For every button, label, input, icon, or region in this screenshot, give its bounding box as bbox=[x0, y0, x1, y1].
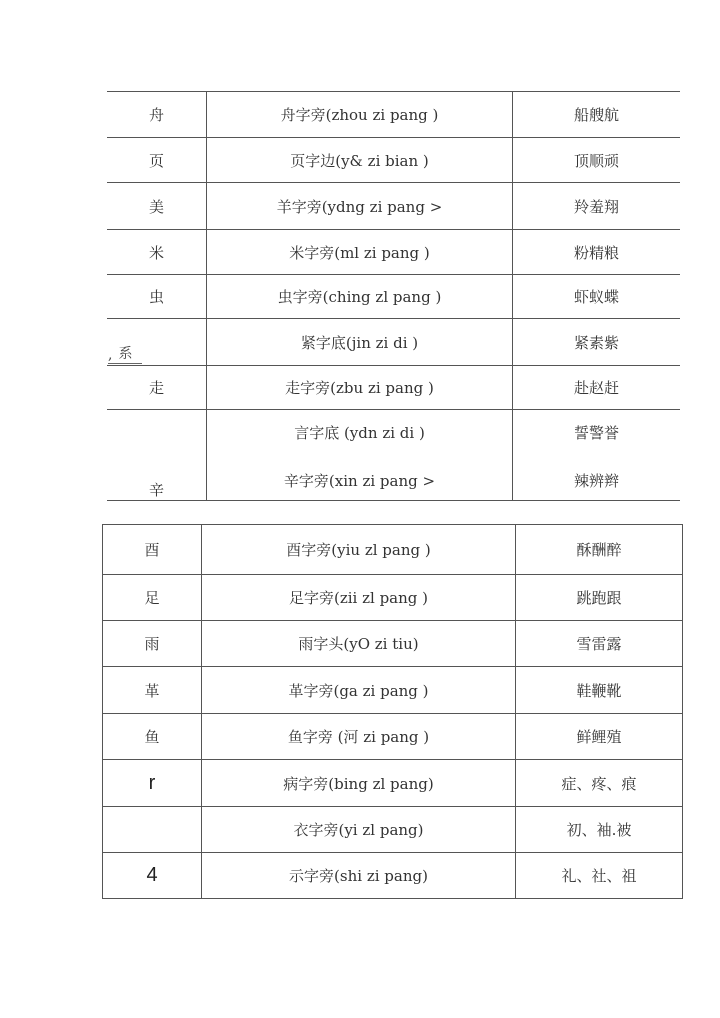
radical-cell: r bbox=[148, 771, 156, 794]
margin-mark-underline bbox=[108, 363, 142, 364]
example-chars-cell: 症、疼、痕 bbox=[561, 774, 637, 793]
radical-name-cell: 雨字头(yO zi tiu) bbox=[298, 635, 419, 653]
example-chars-cell: 顶顺顽 bbox=[573, 151, 619, 170]
margin-mark-text: 系 bbox=[118, 346, 133, 362]
example-chars-cell: 初、袖.被 bbox=[566, 821, 632, 839]
radical-name-cell: 示字旁(shi zi pang) bbox=[289, 867, 428, 885]
radical-name-cell: 革字旁(ga zi pang ) bbox=[288, 681, 429, 700]
example-chars-cell: 粉精粮 bbox=[573, 243, 619, 262]
radical-name-cell: 病字旁(bing zl pang) bbox=[283, 774, 434, 793]
radical-name-cell: 舟字旁(zhou zi pang ) bbox=[280, 106, 439, 124]
example-chars-cell: 鲜鲤殖 bbox=[576, 728, 622, 746]
radical-cell: 4 bbox=[146, 864, 158, 886]
radical-cell: 革 bbox=[144, 681, 160, 700]
radical-cell: 辛 bbox=[148, 480, 164, 499]
radical-name-cell: 羊字旁(ydng zi pang > bbox=[276, 197, 443, 216]
example-chars-cell: 赴赵赶 bbox=[573, 379, 619, 397]
radical-cell: 虫 bbox=[148, 288, 164, 306]
radical-name-cell: 酉字旁(yiu zl pang ) bbox=[286, 541, 431, 559]
radical-name-cell: 辛字旁(xin zi pang > bbox=[283, 471, 436, 490]
radical-cell: 酉 bbox=[144, 541, 160, 559]
radical-cell: 美 bbox=[148, 197, 164, 216]
radical-name-cell: 页字边(y& zi bian ) bbox=[290, 151, 429, 170]
example-chars-cell: 誓警誉 bbox=[573, 423, 619, 442]
example-chars-cell: 虾蚁蝶 bbox=[573, 288, 619, 306]
radical-cell: 走 bbox=[148, 379, 164, 397]
radical-name-cell: 紧字底(jin zi di ) bbox=[300, 333, 419, 352]
radical-cell: 雨 bbox=[144, 635, 160, 653]
example-chars-cell: 礼、社、祖 bbox=[561, 867, 637, 885]
radical-name-cell: 鱼字旁 (河 zi pang ) bbox=[287, 728, 430, 746]
example-chars-cell: 船艘航 bbox=[573, 106, 619, 124]
radical-cell: 页 bbox=[148, 151, 164, 170]
radical-name-cell: 足字旁(zii zl pang ) bbox=[288, 589, 428, 607]
radical-name-cell: 虫字旁(ching zl pang ) bbox=[277, 288, 442, 306]
example-chars-cell: 紧素紫 bbox=[573, 333, 619, 352]
radical-cell: 舟 bbox=[148, 106, 164, 124]
margin-mark-comma: , bbox=[108, 347, 113, 363]
example-chars-cell: 辣辨辫 bbox=[573, 471, 619, 490]
radical-cell: 鱼 bbox=[144, 728, 160, 746]
table1-rule bbox=[107, 409, 680, 410]
table1-rule bbox=[107, 500, 680, 501]
example-chars-cell: 羚羞翔 bbox=[573, 197, 619, 216]
example-chars-cell: 酥酬醉 bbox=[576, 541, 622, 559]
example-chars-cell: 跳跑跟 bbox=[576, 589, 622, 607]
example-chars-cell: 雪雷露 bbox=[576, 635, 622, 653]
radical-cell bbox=[103, 807, 201, 852]
example-chars-cell: 鞋鞭靴 bbox=[576, 681, 622, 700]
radical-name-cell: 走字旁(zbu zi pang ) bbox=[285, 379, 434, 397]
radical-cell: 足 bbox=[144, 589, 160, 607]
radical-name-cell: 米字旁(ml zi pang ) bbox=[289, 243, 430, 262]
margin-mark bbox=[108, 343, 142, 363]
radical-name-cell: 衣字旁(yi zl pang) bbox=[293, 821, 424, 839]
radical-name-cell: 言字底 (ydn zi di ) bbox=[294, 423, 425, 442]
radical-cell: 米 bbox=[148, 243, 164, 262]
